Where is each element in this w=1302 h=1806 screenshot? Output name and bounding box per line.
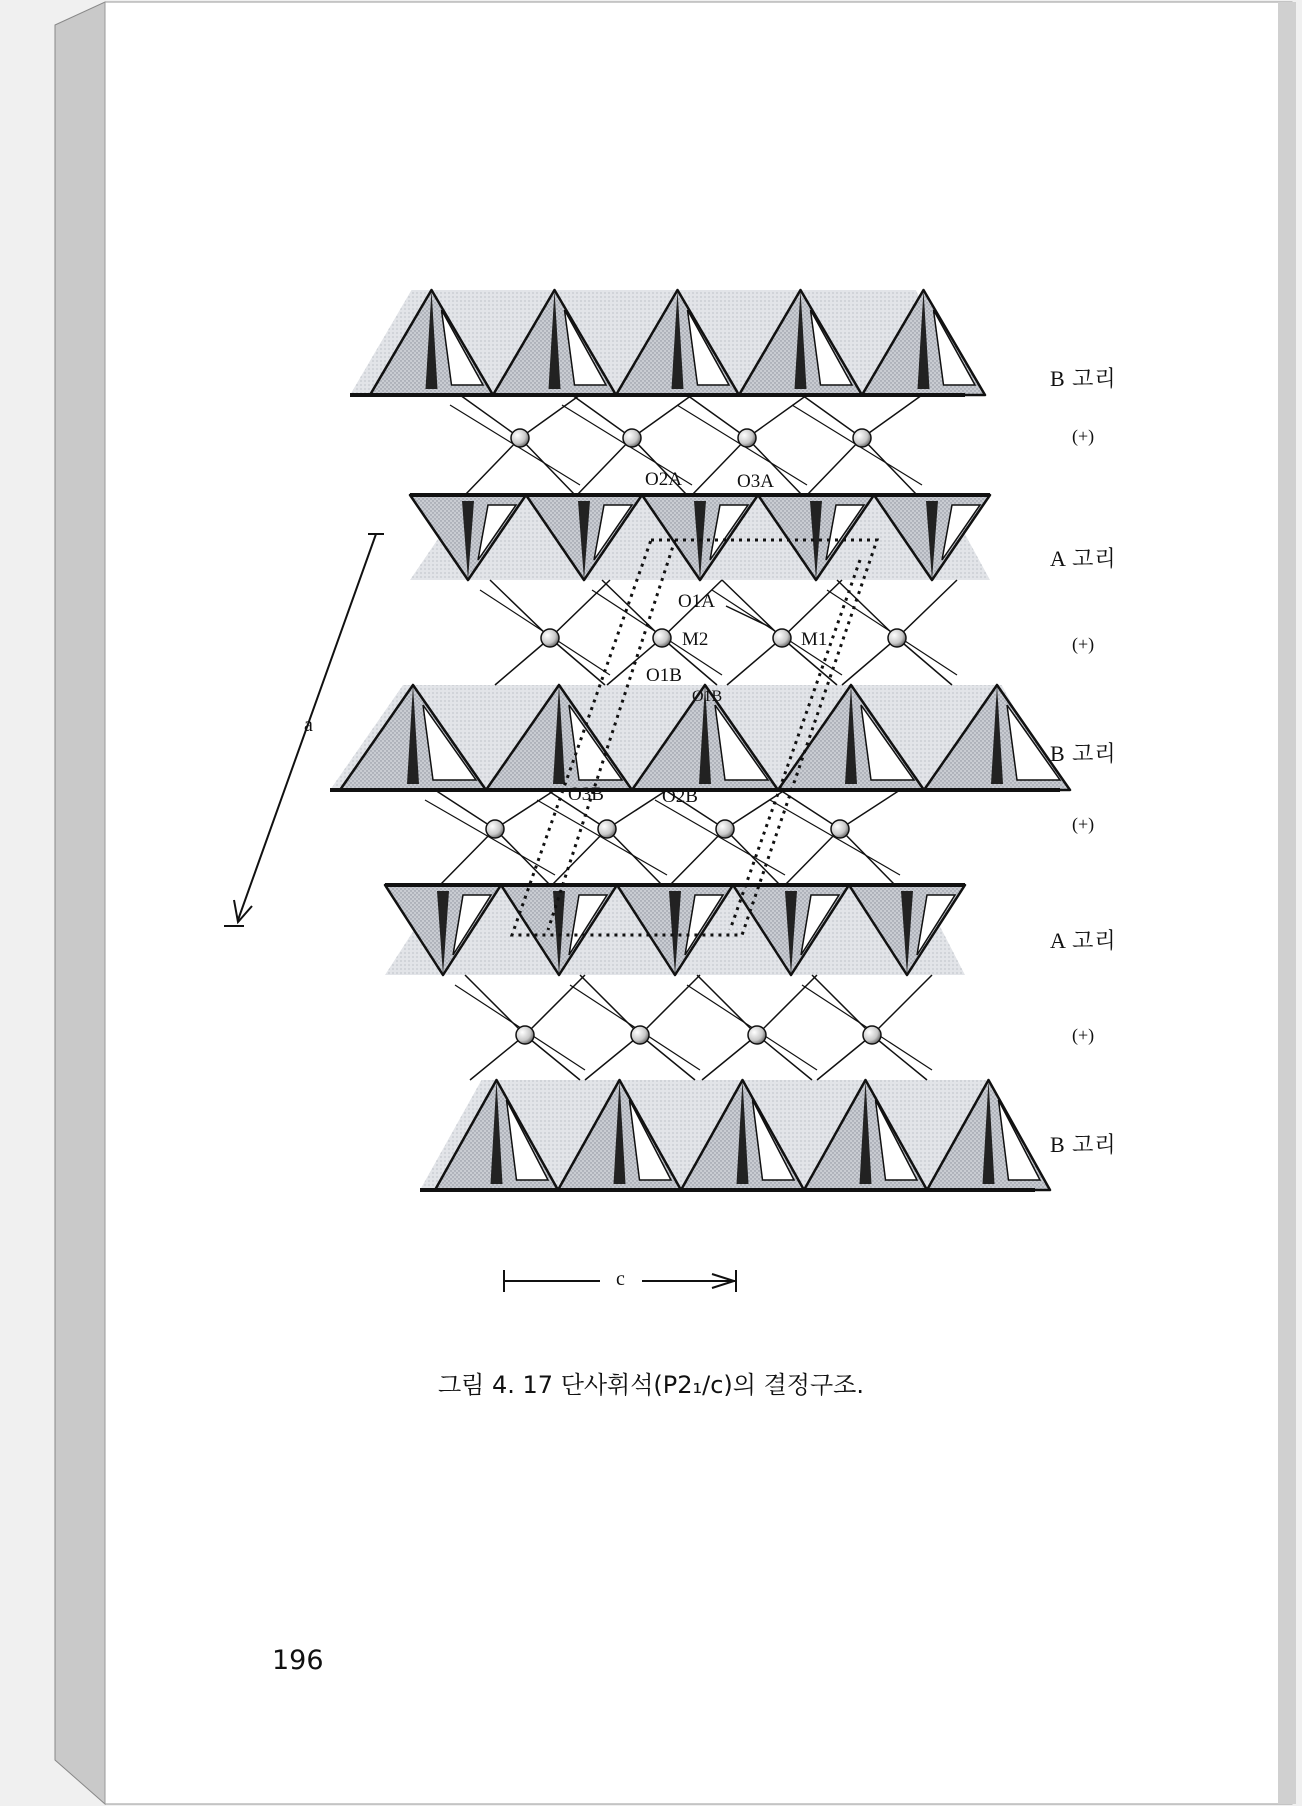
cation-site-2-1 (541, 629, 559, 647)
atom-label-o3a: O3A (737, 471, 774, 492)
cation-site-1-2 (623, 429, 641, 447)
chain-sign-4: (+) (1072, 1025, 1095, 1045)
chain-label-a-1: A 고리 (1050, 546, 1117, 571)
cation-site-3-4 (831, 820, 849, 838)
cation-site-1-1 (511, 429, 529, 447)
book-spine (55, 2, 105, 1804)
cation-site-4-2 (631, 1026, 649, 1044)
page-fore-edge (1278, 2, 1296, 1804)
chain-label-a-2: A 고리 (1050, 928, 1117, 953)
chain-sign-2: (+) (1072, 634, 1095, 654)
page-number: 196 (272, 1645, 324, 1676)
atom-label-o2b: O2B (662, 786, 698, 807)
atom-label-o2a: O2A (645, 469, 682, 490)
atom-label-m1: M1 (801, 629, 828, 650)
cation-site-3-3 (716, 820, 734, 838)
cation-site-2-2 (653, 629, 671, 647)
atom-label-o1b: O1B (646, 665, 682, 686)
chain-sign-3: (+) (1072, 814, 1095, 834)
cation-site-1-4 (853, 429, 871, 447)
chain-label-b-2: B 고리 (1050, 741, 1117, 766)
axis-label-c: c (616, 1268, 625, 1290)
atom-label-m2: M2 (682, 629, 709, 650)
cation-site-2-3 (773, 629, 791, 647)
atom-label-o1a: O1A (678, 591, 715, 612)
cation-site-3-1 (486, 820, 504, 838)
cation-site-3-2 (598, 820, 616, 838)
cation-site-4-1 (516, 1026, 534, 1044)
cation-site-2-4 (888, 629, 906, 647)
chain-sign-1: (+) (1072, 426, 1095, 446)
axis-label-a: a (304, 714, 313, 736)
cation-site-1-3 (738, 429, 756, 447)
atom-label-o3b: O3B (568, 784, 604, 805)
cation-site-4-4 (863, 1026, 881, 1044)
figure-caption: 그림 4. 17 단사휘석(P2₁/c)의 결정구조. (438, 1371, 864, 1399)
cation-site-4-3 (748, 1026, 766, 1044)
atom-label-o1b-2: O1B (692, 688, 723, 705)
chain-label-b-1: B 고리 (1050, 366, 1117, 391)
chain-label-b-3: B 고리 (1050, 1132, 1117, 1157)
